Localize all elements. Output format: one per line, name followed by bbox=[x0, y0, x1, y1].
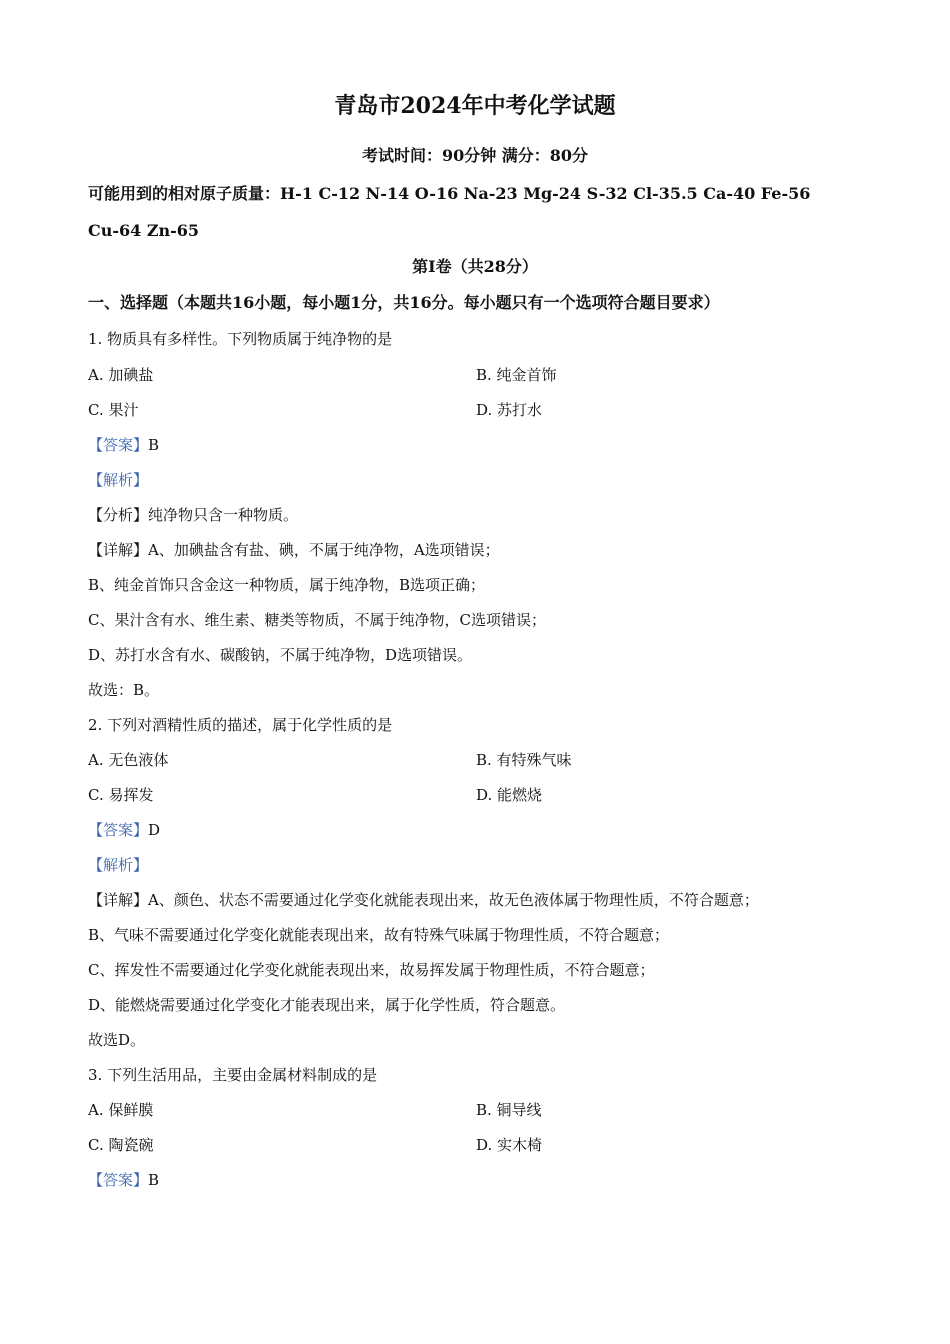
q2-stem: 2. 下列对酒精性质的描述，属于化学性质的是 bbox=[88, 716, 393, 734]
answer-label: 【答案】 bbox=[88, 821, 149, 839]
q1-answer bbox=[88, 435, 159, 455]
q3-option-a: A. 保鲜膜 bbox=[88, 1101, 154, 1119]
section-heading: 一、选择题（本题共16小题，每小题1分，共16分。每小题只有一个选项符合题目要求） bbox=[88, 293, 720, 312]
q3-stem: 3. 下列生活用品，主要由金属材料制成的是 bbox=[88, 1066, 378, 1084]
q3-answer bbox=[88, 1170, 159, 1190]
q2-detail-4: D、能燃烧需要通过化学变化才能表现出来，属于化学性质，符合题意。 bbox=[88, 996, 566, 1014]
q1-answer-value: B bbox=[148, 436, 160, 454]
q1-detail-1: 【详解】A、加碘盐含有盐、碘，不属于纯净物，A选项错误； bbox=[88, 541, 500, 559]
q2-detail-1: 【详解】A、颜色、状态不需要通过化学变化就能表现出来，故无色液体属于物理性质，不符合题意； bbox=[88, 891, 759, 909]
q3-answer-value: B bbox=[148, 1171, 160, 1189]
q1-detail-4: D、苏打水含有水、碳酸钠，不属于纯净物，D选项错误。 bbox=[88, 646, 473, 664]
q1-option-d: D. 苏打水 bbox=[476, 401, 543, 419]
q3-option-d: D. 实木椅 bbox=[476, 1136, 543, 1154]
q3-option-b: B. 铜导线 bbox=[476, 1101, 542, 1119]
q1-option-b: B. 纯金首饰 bbox=[476, 366, 557, 384]
q2-detail-2: B、气味不需要通过化学变化就能表现出来，故有特殊气味属于物理性质，不符合题意； bbox=[88, 926, 670, 944]
q1-conclusion: 故选：B。 bbox=[88, 681, 160, 699]
q3-option-c: C. 陶瓷碗 bbox=[88, 1136, 154, 1154]
volume-heading: 第Ⅰ卷（共28分） bbox=[412, 257, 538, 276]
q1-stem: 1. 物质具有多样性。下列物质属于纯净物的是 bbox=[88, 330, 393, 348]
q2-option-c: C. 易挥发 bbox=[88, 786, 154, 804]
q2-detail-3: C、挥发性不需要通过化学变化就能表现出来，故易挥发属于物理性质，不符合题意； bbox=[88, 961, 655, 979]
q2-analysis-label: 【解析】 bbox=[88, 856, 149, 874]
answer-label: 【答案】 bbox=[88, 1171, 149, 1189]
q1-detail-2: B、纯金首饰只含金这一种物质，属于纯净物，B选项正确； bbox=[88, 576, 486, 594]
q1-option-c: C. 果汁 bbox=[88, 401, 139, 419]
page-title: 青岛市2024年中考化学试题 bbox=[334, 93, 616, 119]
q1-detail-3: C、果汁含有水、维生素、糖类等物质，不属于纯净物，C选项错误； bbox=[88, 611, 546, 629]
q2-answer bbox=[88, 820, 160, 840]
q1-fenxi: 【分析】纯净物只含一种物质。 bbox=[88, 506, 299, 524]
q2-answer-value: D bbox=[148, 821, 161, 839]
q2-option-a: A. 无色液体 bbox=[88, 751, 169, 769]
q2-conclusion: 故选D。 bbox=[88, 1031, 146, 1049]
q2-option-b: B. 有特殊气味 bbox=[476, 751, 572, 769]
q1-analysis-label: 【解析】 bbox=[88, 471, 149, 489]
atomic-mass-line-2: Cu-64 Zn-65 bbox=[88, 221, 200, 240]
answer-label: 【答案】 bbox=[88, 436, 149, 454]
exam-info: 考试时间：90分钟 满分：80分 bbox=[361, 146, 589, 165]
q2-option-d: D. 能燃烧 bbox=[476, 786, 543, 804]
q1-option-a: A. 加碘盐 bbox=[88, 366, 154, 384]
atomic-mass-line-1: 可能用到的相对原子质量：H-1 C-12 N-14 O-16 Na-23 Mg-24 S-32 Cl-35.5 Ca-40 Fe-56 bbox=[88, 184, 811, 203]
